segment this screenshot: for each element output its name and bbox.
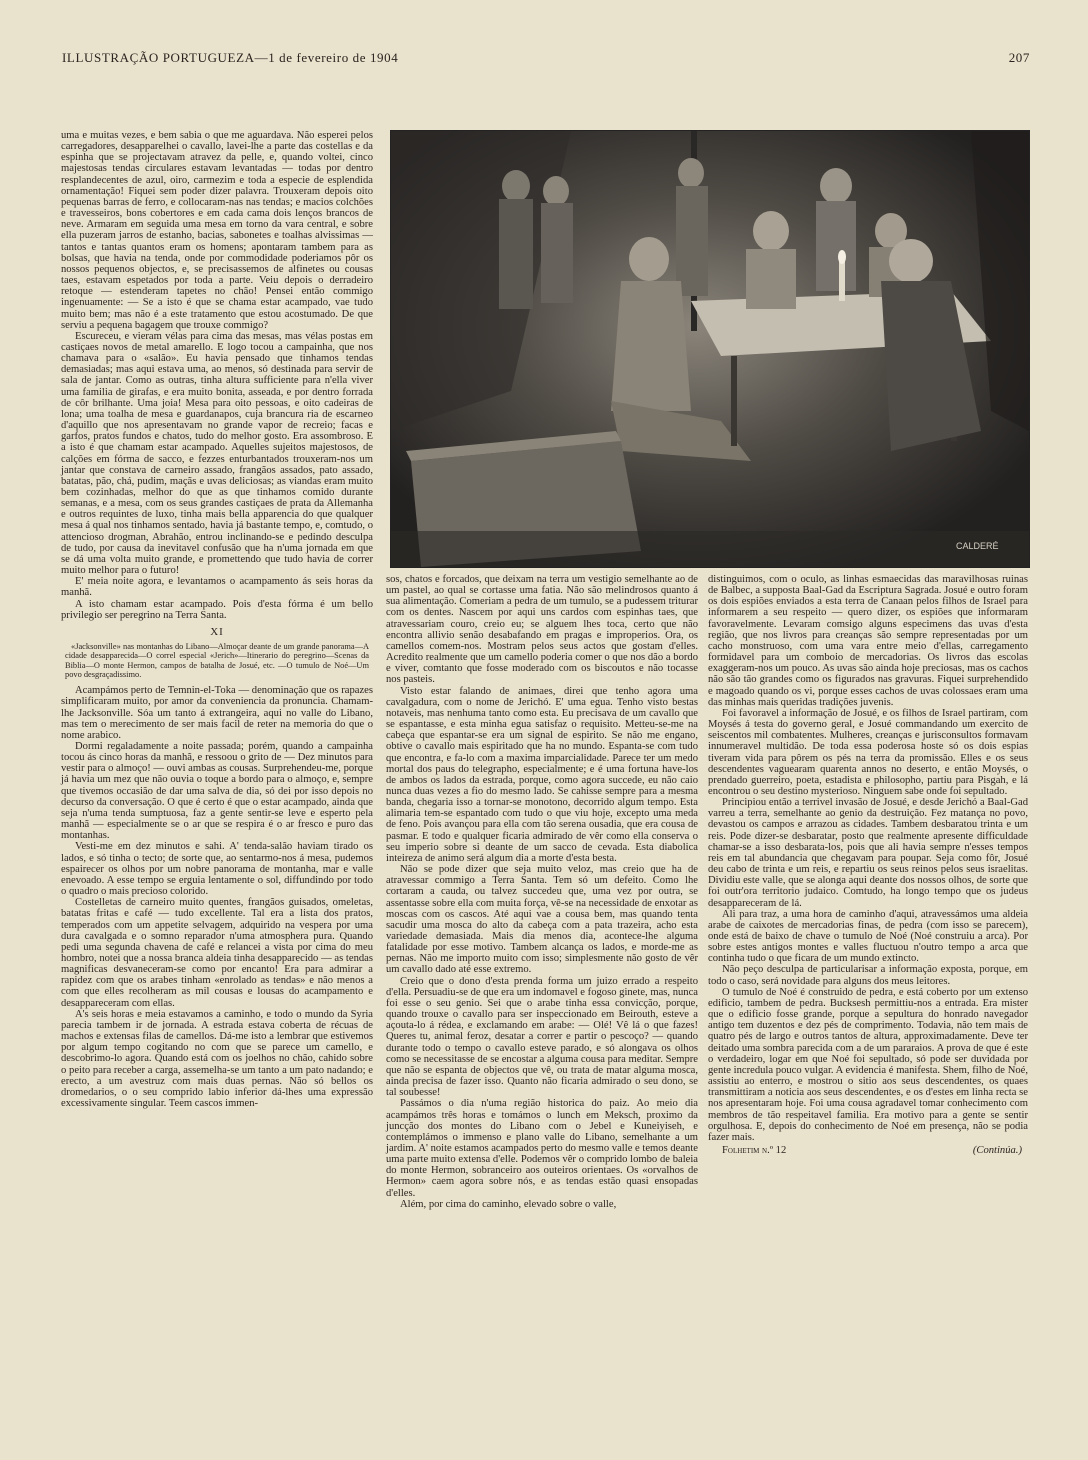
paragraph: Foi favoravel a informação de Josué, e os filhos de Israel partiram, com Moysés á testa do governo geral, e Josué commandando um exercito de seiscentos mil combatentes. Mulheres, creanças e jurisconsultos formavam innumeravel multidão. De toda essa poderosa hoste só os dois espias tiveram vida para pôrem os pés na terra da promissão. Elles e os seus descendentes vaguearam quarenta annos no deserto, e então Moysés, o prendado guerreiro, poeta, estadista e philosopho, partiu para Pisgah, e lá encontrou o seu destino mysterioso. Ninguem sabe onde foi sepultado. xyxy=(708,707,1028,797)
paragraph: Além, por cima do caminho, elevado sobre o valle, xyxy=(400,1198,617,1210)
paragraph: Escureceu, e vieram vélas para cima das mesas, mas vélas postas em castiçaes novos de metal amarello. E logo tocou a campainha, que nos chamava para o «salão». Eu havia pensado que tinhamos tendas demasiadas; mas aqui estava uma, ao menos, só destinada para servir de sala de jantar. Como as outras, tinha altura sufficiente para n'ella viver uma familia de girafas, e era muito bonita, asseada, e por dentro forrada de côr brilhante. Uma joia! Mesa para oito pessoas, e oito cadeiras de lona; uma toalha de mesa e guardanapos, cuja brancura ria de escarneo d'aquillo que nos apresentavam no grande vapor de recreio; facas e garfos, pratos fundos e chatos, tudo do melhor gosto. Era assombroso. E a isto é que chamam estar acampado. Aquelles sujeitos majestosos, de calções em fórma de sacco, e fezzes enturbantados trouxeram-nos um jantar que constava de carneiro assado, frangãos assados, pato assado, batatas, pão, chá, pudim, maçãs e uvas deliciosas; as viandas eram muito bem cozinhadas, melhor do que as que tinhamos comido durante semanas, e a mesa, com os seus grandes castiçaes de prata da Allemanha e outros requintes de luxo, tinha mais bella apparencia do que qualquer mesa á qual nos tinhamos sentado, havia já bastante tempo, e, comtudo, o attencioso drogman, Abrahão, entrou inclinando-se e pedindo desculpa de tudo, por causa da inevitavel confusão que ha n'uma jornada em que se dá uma volta muito grande, e promettendo que tudo havia de correr muito melhor para o futuro! xyxy=(61,330,373,577)
text-column-2 xyxy=(386,574,698,1210)
text-column-1 xyxy=(61,130,373,1109)
camp-illustration xyxy=(390,130,1030,568)
paragraph: A's seis horas e meia estavamos a caminho, e todo o mundo da Syria parecia tambem ir de jornada. A estrada estava coberta de récuas de machos e extensas filas de camellos. Dá-me isto a lembrar que estivemos por algum tempo cogitando no com que se parece um camello, e descobrimo-lo agora. Quando está com os joelhos no chão, cahido sobre o peito para receber a carga, assemelha-se um tanto a um pato nadando; e erecto, a um avestruz com mais duas pernas. Não só bellos os dromedarios, o o seu comprido labio inferior dá-lhes uma expressão excessivamente singular. Teem cascos immen- xyxy=(61,1008,373,1109)
paragraph: E' meia noite agora, e levantamos o acampamento ás seis horas da manhã. xyxy=(61,576,373,599)
page-number: 207 xyxy=(1008,50,1030,65)
paragraph: Ali para traz, a uma hora de caminho d'aqui, atravessámos uma aldeia arabe de caixotes de mercadorias finas, de pedra (com isso se parecem), onde está de baixo de chave o tumulo de Noé (Noé construiu a arca). Por sobre estes antigos montes e valles fluctuou n'outro tempo a arca que continha tudo o que ficara de um mundo extincto. xyxy=(708,908,1028,965)
paragraph: Visto estar falando de animaes, direi que tenho agora uma cavalgadura, com o nome de Jerichó. E' uma egua. Tenho visto bestas notaveis, mas nenhuma tanto como esta. Eu precisava de um cavallo que se espantasse, e esta minha egua satisfaz o requisito. Metteu-se-me na cabeça que espantar-se era um signal de espirito. Se não me engano, obtive o cavallo mais espiritado que ha no mundo. Espanta-se com tudo que encontra, e fa-lo com a maxima imparcialidade. Parece ter um medo mortal dos paus do telegrapho, especialmente; e é uma fortuna have-los de ambos os lados da estrada, porque, como agora succede, eu não caio nunca duas vezes a fio do mesmo lado. Se cahisse sempre para a mesma banda, chegaria isso a tornar-se monotono, decorrido algum tempo. Esta alimaria tem-se espantado com tudo o que viu hoje, excepto uma meda de feno. Pois avançou para ella com tão serena ousadia, que era cousa de pasmar. E todo e qualquer ficaria admirado de vêr como ella conserva o seu imperio sobre si deante de um sacco de cevada. Esta diabolica inteireza de animo será algum dia a morte d'esta besta. xyxy=(386,685,698,864)
section-number: XI xyxy=(210,625,224,638)
feuilleton-number: Folhetim n.º 12 xyxy=(722,1144,787,1156)
paragraph: sos, chatos e forcados, que deixam na terra um vestigio semelhante ao de um pastel, ao qual se cortasse uma fatia. Não são melindrosos quanto á sua alimentação. Comeriam a pedra de um tumulo, se a pudessem triturar com os dentes. Nascem por aqui uns cardos com espinhas taes, que atravessariam couro, creio eu; se alguem lhes toca, certo que não encontra allivio senão desabafando em pragas e improperios. Ora, os camellos comem-nos. Mostram pelos seus actos que gostam d'elles. Acredito realmente que um camello poderia comer o que nos dão a bordo e viver, comtanto que fosse moderado com os biscoutos e não tocasse nos pasteis. xyxy=(386,574,698,686)
artist-signature: CALDERÉ xyxy=(956,541,999,551)
paragraph: distinguimos, com o oculo, as linhas esmaecidas das maravilhosas ruinas de Balbec, a supposta Baal-Gad da Escriptura Sagrada. Josué e outro foram os dois espiões enviados a esta terra de Canaan pelos filhos de Israel para informarem a seu respeito — quero dizer, os espiões que informaram favoravelmente. Levaram comsigo alguns especimens das uvas d'esta região, que nos livros para creanças são sempre representadas por um cacho monstruoso, com uma vara entre meio d'ellas, carregamento formidavel para um comboio de mercadorias. Os livros das escolas exaggeram-nos um pouco. As uvas são ainda hoje preciosas, mas os cachos não são tão grandes como os figurados nas gravuras. Fiquei surprehendido e magoado quando os vi, porque esses cachos de uvas colossaes eram uma das minhas mais queridas tradições juvenis. xyxy=(708,574,1028,708)
paragraph: uma e muitas vezes, e bem sabia o que me aguardava. Não esperei pelos carregadores, desapparelhei o cavallo, lavei-lhe a parte das costellas e da espinha que se projectavam atravez da pelle, e, quando voltei, cinco majestosas tendas circulares estavam levantadas — todas por dentro resplandecentes de azul, oiro, carmezim e toda a especie de esplendida ornamentação! Fiquei sem poder dizer palavra. Trouxeram depois oito pequenas barras de ferro, e collocaram-nas nas tendas; e macios colchões e travesseiros, bons cobertores e em cada cama dois lenços brancos de neve. Armaram em seguida uma mesa em torno da vara central, e sobre ella puzeram jarros de estanho, bacias, sabonetes e toalhas alvissimas — tantos e tantas quantos eram os homens; apontaram tambem para as bolsas, que havia na tenda, onde por commodidade poderiamos pôr os nossos pequenos objectos, e, se precisassemos de alfinetes ou cousas taes, estavam espetados por toda a parte. Veiu depois o derradeiro retoque — estenderam tapetes no chão! Pensei então commigo ingenuamente: — Se a isto é que se chama estar acampado, vae tudo muito bem; mas não é a este tratamento que estou acostumado. De que serviu a pequena bagagem que trouxe commigo? xyxy=(61,130,373,331)
paragraph: Não peço desculpa de particularisar a informação exposta, porque, em todo o caso, será novidade para alguns dos meus leitores. xyxy=(708,964,1028,987)
page-header xyxy=(62,50,1030,66)
paragraph: Costelletas de carneiro muito quentes, frangãos guisados, omeletas, batatas fritas e café — tudo excellente. Tal era a lista dos pratos, temperados com um appetite selvagem, adquirido na vespera por uma dura cavalgada e o somno reparador n'uma atmosphera pura. Quando pedi uma segunda chavena de café e relancei a vista por cima do meu hombro, notei que a nossa branca aldeia tinha desapparecido — as tendas magnificas desvaneceram-se como por encanto! Era para admirar a rapidez com que os arabes tinham «enrolado as tendas» e não menos a com que elles recolheram as mil cousas e lousas do acampamento e desappareceram com ellas. xyxy=(61,897,373,1009)
paragraph: Creio que o dono d'esta prenda forma um juizo errado a respeito d'ella. Persuadiu-se de que era um indomavel e fogoso ginete, mas, nunca foi esse o seu genio. Sei que o arabe tinha essa convicção, porque, quando trouxe o cavallo para ser inspeccionado em Beirouth, esteve a açouta-lo á rédea, e exclamando em arabe: — Olé! Vê lá o que fazes! Queres tu, animal feroz, desatar a correr e partir o pescoço? — quando durante todo o tempo o cavallo esteve parado, e só alongava os olhos como se necessitasse de se encostar a alguma cousa para meditar. Sempre que não se espanta de objectos que vê, ou trata de matar alguma mosca, ainda precisa de fazer isso. Quanto não ficaria admirado o seu dono, se tal soubesse! xyxy=(386,975,698,1099)
publication-title: ILLUSTRAÇÃO PORTUGUEZA—1 de fevereiro de 1904 xyxy=(62,50,399,65)
text-column-3 xyxy=(708,574,1028,1156)
paragraph: Principiou então a terrivel invasão de Josué, e desde Jerichó a Baal-Gad varreu a terra, semelhante ao genio da destruição. Fez matança no povo, devastou os campos e arrazou as cidades. Tambem desbaratou trinta e um reis. Pode dizer-se desbaratar, posto que realmente apresente difficuldade chamar-se a isso desbarata-los, pois que ali havia sempre n'esses tempos reis em tal abundancia que chegavam para poupar. Seja como fôr, Josué deu cabo de trinta e um reis, e repartiu os seus reinos pelos seus israelitas. Dividiu este valle, que se alonga aqui deante dos nossos olhos, de sorte que foi outr'ora territorio judaico. Comtudo, ha longo tempo que os judeus desappareceram de lá. xyxy=(708,797,1028,909)
engraving-camp-tent-scene-icon xyxy=(391,131,1029,567)
paragraph: A isto chamam estar acampado. Pois d'esta fórma é um bello privilegio ser peregrino na Terra Santa. xyxy=(61,598,373,621)
paragraph: Dormi regaladamente a noite passada; porém, quando a campainha tocou ás cinco horas da manhã, e ressoou o grito de — Dez minutos para vestir para o almoço! — ouvi ambas as cousas. Surprehendeu-me, porque já havia um mez que não ouvia o toque a bordo para o almoço, e, sempre que tivemos occasião de dar uma salva de dia, só dei por isso depois no decurso da conversação. O que é certo é que o estar acampado, ainda que seja n'uma tenda sumptuosa, faz a gente sentir-se leve e esperto pela manhã — especialmente se o ar que se respira é o ar fresco e puro das montanhas. xyxy=(61,741,373,842)
continued-note: (Continúa.) xyxy=(972,1144,1022,1156)
chapter-summary: «Jacksonville» nas montanhas do Libano—Almoçar deante de um grande panorama—A cidade desapparecida—O correl especial «Jerich»—Itinerario do peregrino—Scenas da Biblia—O monte Hermon, campos de batalha de Josué, etc. —O tumulo de Noé—Um povo desgraçadissimo. xyxy=(65,642,369,679)
feuilleton-footer xyxy=(708,1145,1028,1156)
paragraph: O tumulo de Noé é construido de pedra, e está coberto por um extenso edificio, tambem de pedra. Bucksesh permittiu-nos a entrada. Era mister que o edificio fosse grande, porque a sepultura do honrado navegador antigo tem duzentos e dez pés de comprimento. Todavia, não tem mais de quatro pés de largo e outros tantos de altura, approximadamente. Deve ter deitado uma sombra parecida com a de um pararaios. A prova de que é este o verdadeiro, logar em que Noé foi sepultado, só pode ser duvidada por gente incredula pouco vulgar. A evidencia é manifesta. Shem, filho de Noé, assistiu ao enterro, e mostrou o sitio aos seus descendentes, os quaes transmittiram a noticia aos seus descendentes, e os d'estes em linha recta se nos apresentaram hoje. Foi uma cousa agradavel tomar conhecimento com membros de tão respeitavel familia. Era motivo para a gente se sentir orgulhosa. E, depois do conhecimento de Noé em presença, não se podia fazer mais. xyxy=(708,986,1028,1143)
paragraph: Não se pode dizer que seja muito veloz, mas creio que ha de atravessar commigo a Terra Santa. Tem só um defeito. Como lhe cortaram a cauda, ou talvez succedeu que, uma vez por outra, se assentasse sobre ella com muita força, vê-se na necessidade de enxotar as moscas com os cascos. Até aqui vae a cousa bem, mas quando tenta sacudir uma mosca do alto da cabeça com a pata trazeira, acho esta variedade demasiada. Mais dia menos dia, acontece-lhe alguma fatalidade por esse motivo. Tambem alcança os lados, e morde-me as pernas. Não me importo muito com isso; simplesmente não gosto de vêr um cavallo dado até esse extremo. xyxy=(386,864,698,976)
paragraph: Passámos o dia n'uma região historica do paiz. Ao meio dia acampámos três horas e tomámos o lunch em Meksch, proximo da juncção dos montes do Libano com o Jebel e Kuneiyiseh, e contemplámos o immenso e plano valle do Libano, semelhante a um jardim. A' noite estamos acampados perto do mesmo valle e temos deante uma parte muito extensa d'elle. Podemos vêr o comprido lombo de baleia do monte Hermon, sobranceiro aos outeiros orientaes. Os «orvalhos de Hermon» caem agora sobre nós, e as tendas estão quasi ensopadas d'elles. xyxy=(386,1098,698,1199)
paragraph: Acampámos perto de Temnin-el-Toka — denominação que os rapazes simplificaram muito, por amor da conveniencia da pronuncia. Chamam-lhe Jacksonville. Sóa um tanto á extrangeira, aqui no valle do Libano, mas tem o merecimento de ser mais facil de reter na memoria do que o nome arabico. xyxy=(61,685,373,741)
paragraph: Vesti-me em dez minutos e sahi. A' tenda-salão haviam tirado os lados, e só tinha o tecto; de sorte que, ao sentarmo-nos á mesa, pudemos espairecer os olhos por um nobre panorama de montanha, mar e valle enevoado. A esse tempo se erguia lentamente o sol, diffundindo por todo o quadro o mais precioso colorido. xyxy=(61,841,373,898)
